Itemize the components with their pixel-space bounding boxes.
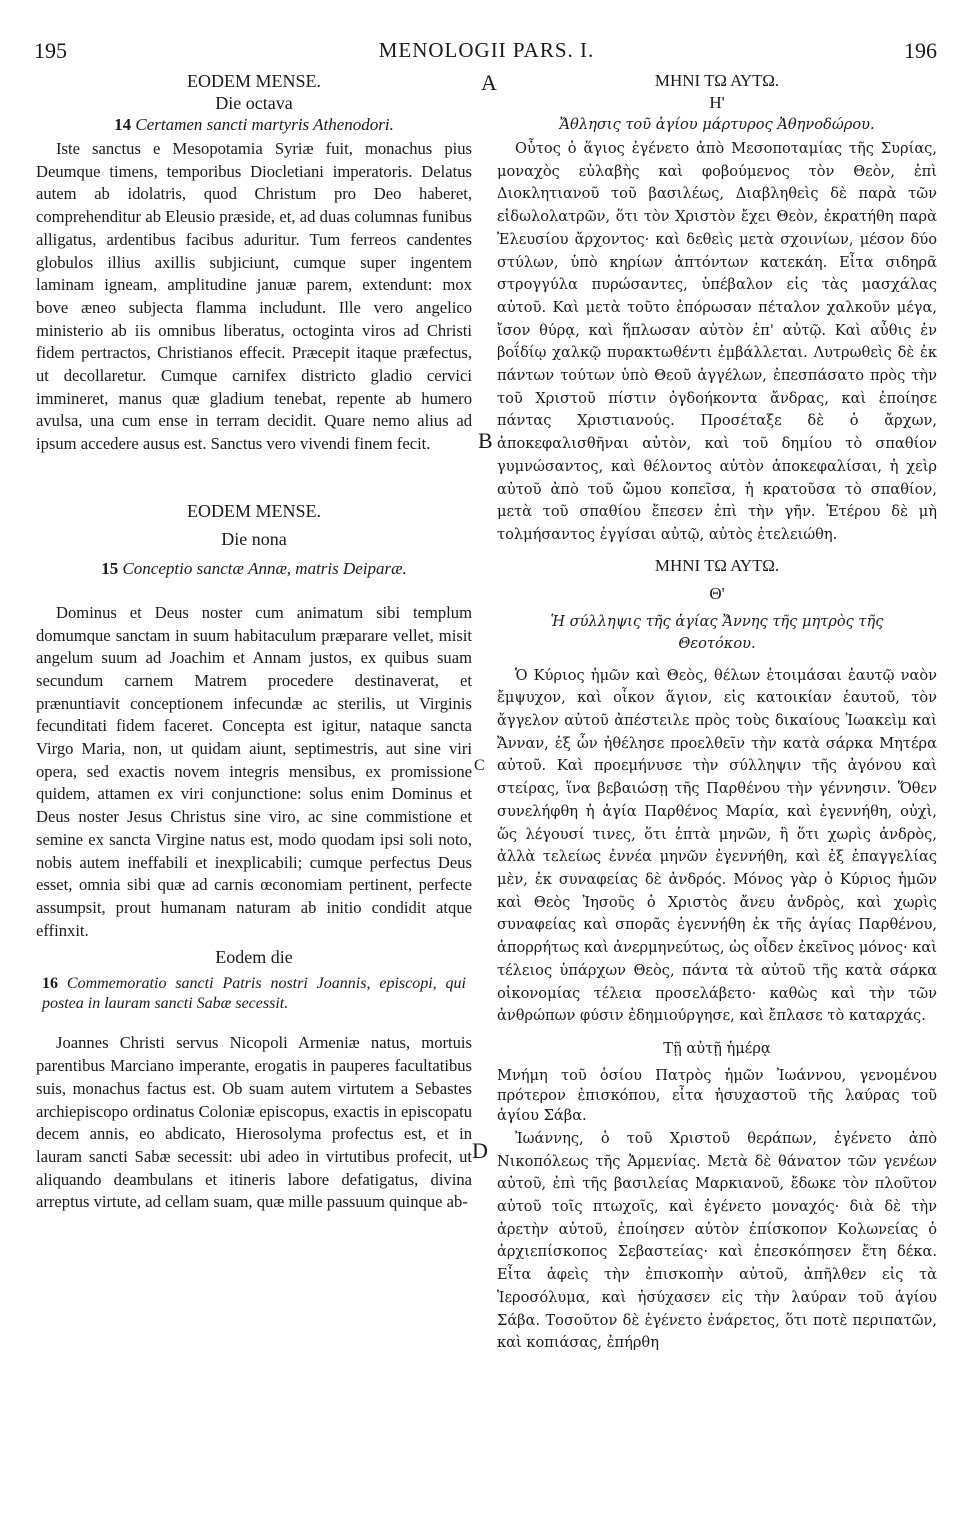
section-marker-b: B (478, 428, 493, 453)
greek-entry-title-3: Μνήμη τοῦ ὁσίου Πατρὸς ἡμῶν Ἰωάννου, γενομένου πρότερον ἐπισκόπου, εἶτα ἡσυχαστοῦ τῆς λαύρας τοῦ ἁγίου Σάβα. (497, 1066, 937, 1124)
greek-day-heading-2: Θ' (709, 583, 725, 603)
latin-entry-title-3 (36, 974, 472, 1014)
section-marker-a: A (481, 70, 497, 95)
latin-day-heading-1: Die octava (215, 93, 293, 113)
latin-day-heading-3: Eodem die (215, 947, 293, 968)
latin-entry-text-2a: Conceptio sanctæ (122, 558, 244, 578)
latin-entry-text-2b: Annæ, matris Deiparæ. (248, 558, 407, 578)
latin-entry-number-3: 16 (42, 975, 58, 993)
latin-entry-number-1: 14 (114, 115, 132, 134)
page-number-right: 196 (904, 38, 937, 63)
greek-day-heading-1: Η' (709, 93, 725, 112)
page-number-left: 195 (34, 38, 67, 63)
latin-entry-title-2 (36, 558, 472, 580)
latin-entry-text-3: Commemoratio sancti Patris nostri Joannis, episcopi, qui postea in lauram sancti Sabæ secessit. (42, 975, 466, 1013)
latin-day-heading-2: Die nona (221, 528, 287, 549)
latin-month-heading-1: EODEM MENSE. (187, 71, 321, 91)
greek-month-heading-1: ΜΗΝΙ ΤΩ ΑΥΤΩ. (654, 71, 780, 90)
latin-entry-title-1 (36, 114, 472, 136)
greek-paragraph-2: Ὁ Κύριος ἡμῶν καὶ Θεὸς, θέλων ἑτοιμάσαι ἑαυτῷ ναὸν ἔμψυχον, καὶ οἶκον ἅγιον, εἰς κατοικίαν ἑαυτοῦ, τὸν ἄγγελον αὐτοῦ ἀπέστειλε πρὸς τοὺς δικαίους Ἰωακεὶμ καὶ Ἄνναν, ἐξ ὧν ἠθέλησε προελθεῖν τὴν κατὰ σάρκα Μητέρα αὐτοῦ. Καὶ προεμήνυσε τὴν σύλληψιν τῆς ἀγόνου καὶ στείρας, ἵνα βεβαιώσῃ τῆς Παρθένου τὴν γέννησιν. Ὅθεν συνελήφθη ἡ ἁγία Παρθένος Μαρία, καὶ ἐγεννήθη, οὐχὶ, ὥς λέγουσί τινες, ὅτι ἑπτὰ μηνῶν, ἢ ὅτι χωρὶς ἀνδρὸς, ἀλλὰ τελείως ἐννέα μηνῶν ἐγεννήθη, καὶ ἐξ ἐπαγγελίας μὲν, ἐκ συναφείας δὲ ἀνδρός. Μόνος γὰρ ὁ Κύριος ἡμῶν καὶ Θεὸς Ἰησοῦς ὁ Χριστὸς ἄνευ ἀνδρὸς, καὶ χωρὶς συναφείας καὶ σπορᾶς ἐγεννήθη ἐκ τῆς ἁγίας Παρθένου, ἀπορρήτως καὶ ἀνερμηνεύτως, ὡς οἶδεν ἐκεῖνος μόνος· καὶ τέλειος ὑπάρχων Θεὸς, πάντα τὰ αὐτοῦ τῆς κατὰ σάρκα οἰκονομίας τέλεια προσελάβετο· καθὼς καὶ τὴν τῶν ἀνθρώπων φύσιν ἐδημιούργησε, καὶ ἔπλασε τὸ καταρχάς. (497, 666, 937, 1025)
greek-entry-title-1: Ἄθλησις τοῦ ἁγίου μάρτυρος Ἀθηνοδώρου. (559, 116, 875, 133)
page-header (0, 34, 973, 68)
greek-paragraph-3: Ἰωάννης, ὁ τοῦ Χριστοῦ θεράπων, ἐγένετο ἀπὸ Νικοπόλεως τῆς Ἀρμενίας. Μετὰ δὲ θάνατον τῶν γενέων αὐτοῦ, ἐπὶ τῆς βασιλείας Μαρκιανοῦ, ἔδωκε τὸν πλοῦτον αὐτοῦ τοῖς πτωχοῖς, καὶ ἐγένετο μοναχός· διὰ δὲ τὴν ἀρετὴν αὐτοῦ, ἐποίησεν αὐτὸν ἐπίσκοπον Κολωνείας ὁ ἀρχιεπίσκοπος Σεβαστείας· καὶ ἐπεσκόπησεν ἔτη δέκα. Εἶτα ἀφεὶς τὴν ἐπισκοπὴν αὐτοῦ, ἀπῆλθεν εἰς τὰ Ἱεροσόλυμα, καὶ ἡσύχασεν εἰς τὴν λαύραν τοῦ ἁγίου Σάβα. Τοσοῦτον δὲ ἐγένετο ἐνάρετος, ὅτι ποτὲ περιπατῶν, καὶ κοπιάσας, ἐπήρθη (497, 1129, 937, 1352)
running-title: MENOLOGII PARS. I. (378, 38, 595, 62)
greek-paragraph-1: Οὗτος ὁ ἅγιος ἐγένετο ἀπὸ Μεσοποταμίας τῆς Συρίας, μοναχὸς εὐλαβὴς καὶ φοβούμενος τὸν Θεὸν, ἐπὶ Διοκλητιανοῦ τοῦ βασιλέως, Διαβληθεὶς δὲ παρὰ τῶν εἰδωλολατρῶν, ὅτι τὸν Χριστὸν ἔχει Θεὸν, ἐκρατήθη παρὰ Ἐλευσίου ἄρχοντος· καὶ δεθεὶς μετὰ σχοινίων, μέσον δύο στύλων, ὑπὸ κηρίων ἁπτόντων κατεκάη. Εἶτα σιδηρᾶ στρογγύλα πυρώσαντες, ὑπέβαλον εἰς τὰς μασχάλας αὐτοῦ. Καὶ μετὰ τοῦτο ἐπόρωσαν πέταλον χαλκοῦν μέγα, ἴσον θύρᾳ, καὶ ἥπλωσαν αὐτὸν ἐπ' αὐτῷ. Καὶ αὖθις ἐν βοΐδίῳ χαλκῷ πυρακτωθέντι ἐμβάλλεται. Λυτρωθεὶς δὲ ἐκ πάντων τούτων ὑπὸ Θεοῦ ἀγγέλων, ἐπεσπάσατο πρὸς τὴν τοῦ Χριστοῦ πίστιν ὀγδοήκοντα ἄνδρας, καὶ ἐποίησε πάντας Χριστιανούς. Προσέταξε δὲ ὁ ἄρχων, ἀποκεφαλισθῆναι αὐτὸν, καὶ τοῦ δημίου τὸ σπαθίον γυμνώσαντος, καὶ θέλοντος αὐτὸν ἀποκεφαλίσαι, ἡ χεὶρ αὐτοῦ ἀπὸ τοῦ ὤμου κοπεῖσα, ἡ κρατοῦσα τὸ σπαθίον, μετὰ τοῦ σπαθίου ἔπεσεν ἐπὶ τὴν γῆν. Ἑτέρου δὲ μὴ τολμήσαντος ἐγγίσαι αὐτῷ, αὐτὸς ἐτελειώθη. (497, 140, 937, 543)
greek-month-heading-2: ΜΗΝΙ ΤΩ ΑΥΤΩ. (654, 555, 780, 575)
greek-column (497, 70, 937, 1355)
greek-entry-title-2: Ἡ σύλληψις τῆς ἁγίας Ἄννης τῆς μητρὸς τῆς Θεοτόκου. (550, 612, 884, 652)
latin-paragraph-3: Joannes Christi servus Nicopoli Armeniæ natus, mortuis parentibus Marciano imperante, erogatis in pauperes facultatibus suis, monachus factus est. Ob suam autem virtutem a Sebastes archiepiscopo ordinatus Coloniæ episcopus, exactis in episcopatu decem annis, eo abdicato, Hierosolyma profectus est, et in lauram sancti Sabæ secessit: ubi adeo in virtutibus profecit, ut aliquando deambulans et itineris labore defatigatus, divina arreptus virtute, ad cellam suam, quæ mille passuum quinque ab- (36, 1033, 472, 1212)
section-marker-c: C (474, 757, 485, 774)
section-marker-d: D (472, 1138, 488, 1163)
latin-entry-number-2: 15 (101, 558, 119, 578)
latin-column (36, 70, 472, 1214)
latin-month-heading-2: EODEM MENSE. (187, 500, 321, 521)
latin-entry-text-1: Certamen sancti martyris Athenodori. (135, 115, 394, 134)
latin-paragraph-1: Iste sanctus e Mesopotamia Syriæ fuit, monachus pius Deumque timens, temporibus Diocletiani imperatoris. Delatus autem ab idolatris, quod Christum pro Deo haberet, comprehenditur ab Eleusio præside, et, ad duas columnas funibus alligatus, ardentibus facibus aduritur. Tum ferreos candentes globulos illius axillis subjiciunt, cumque super ingentem laminam igneam, amplitudine januæ parem, extendunt: mox bove æneo subjecta flamma includunt. Ille vero angelico ministerio ab iis omnibus liberatus, octoginta viros ad Christi fidem pertractos, Christianos effecit. Præcepit itaque præfectus, ut decollaretur. Cumque carnifex districto gladio cervici immineret, manus quæ gladium tenebat, repente ab humero avulsa, una cum ense in terram decidit. Quare nemo alius ad ipsum accedere ausus est. Sanctus vero vivendi finem fecit. (36, 139, 472, 454)
latin-paragraph-2: Dominus et Deus noster cum animatum sibi templum domumque sanctam in suum habitaculum præparare vellet, misit angelum suum ad Joachim et Annam justos, ex quibus suam secundum carnem Matrem procedere destinaverat, et prænuntiavit conceptionem infecundæ ac sterilis, ut Virginis fecunditati fidem faceret. Concepta est igitur, nataque sancta Virgo Maria, non, ut quidam aiunt, septimestris, aut sine viri opera, sed exactis novem integris mensibus, ex promissione quidem, attamen ex viri conjunctione: solus enim Dominus et Deus noster Jesus Christus sine viro, ac sine commistione et semine ex sancta Virgine natus est, modo quodam ipsi soli noto, nobis autem ineffabili et inexplicabili; cumque perfectus Deus esset, omnia sibi quæ ad carnis œconomiam pertinent, perfecte assumpsit, prout humanam naturam ab initio condidit atque effinxit. (36, 602, 472, 940)
greek-day-heading-3: Τῇ αὐτῇ ἡμέρᾳ (663, 1039, 771, 1057)
